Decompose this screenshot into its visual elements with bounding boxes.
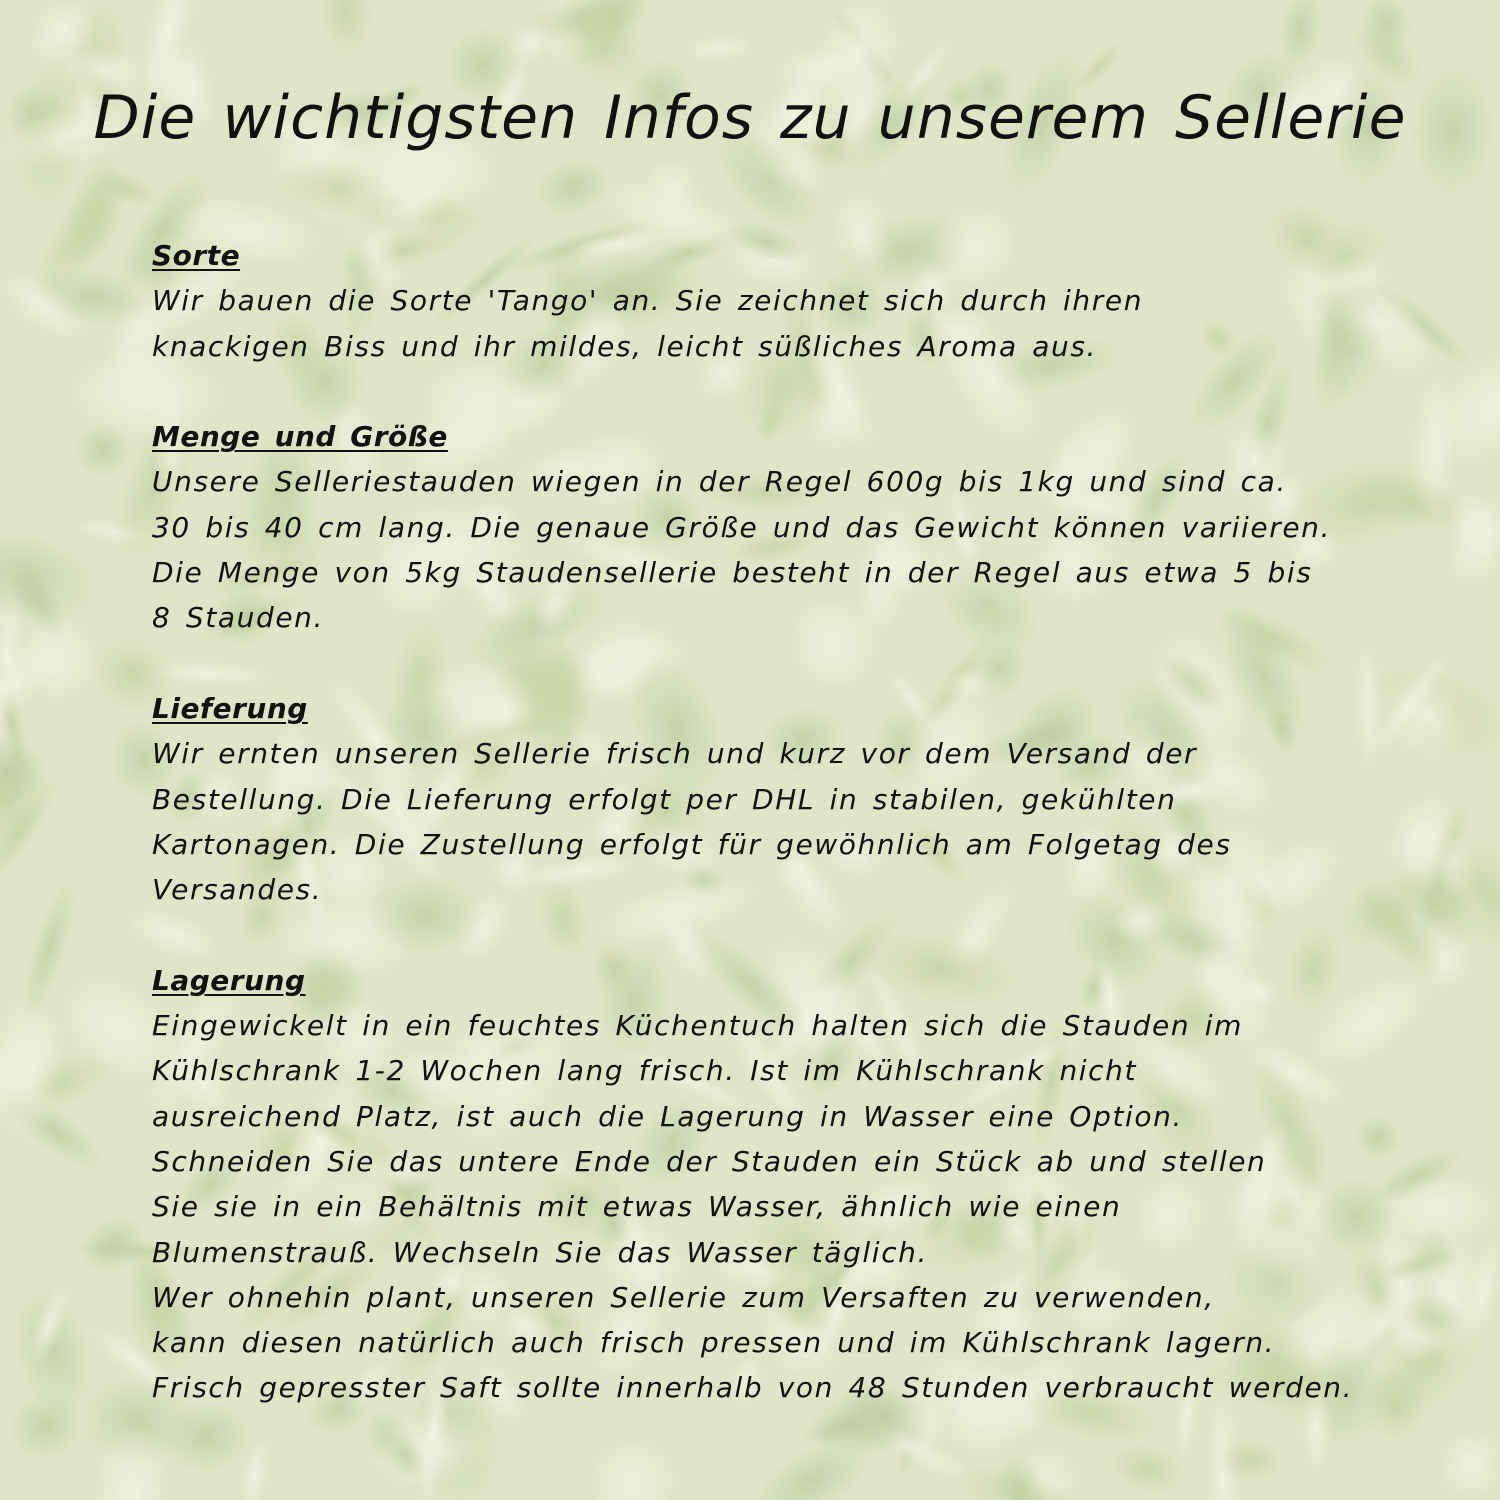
paragraph-line: Frisch gepresster Saft sollte innerhalb von 48 Stunden verbraucht werden. <box>152 1371 1354 1405</box>
paragraph-line: 8 Stauden. <box>152 601 325 635</box>
section-lieferung <box>152 686 1432 912</box>
paragraph-line: Die Menge von 5kg Staudensellerie besteht in der Regel aus etwa 5 bis <box>152 556 1313 590</box>
section-sorte <box>152 233 1432 369</box>
paragraph-line: Eingewickelt in ein feuchtes Küchentuch halten sich die Stauden im <box>152 1009 1243 1043</box>
paragraph-line: kann diesen natürlich auch frisch pressen und im Kühlschrank lagern. <box>152 1326 1276 1360</box>
paragraph-line: Kartonagen. Die Zustellung erfolgt für gewöhnlich am Folgetag des <box>152 827 1232 861</box>
section-heading-lieferung: Lieferung <box>152 691 308 725</box>
section-menge-und-groesse <box>152 414 1432 640</box>
paragraph-line: ausreichend Platz, ist auch die Lagerung in Wasser eine Option. <box>152 1099 1183 1133</box>
paragraph-line: Schneiden Sie das untere Ende der Stauden ein Stück ab und stellen <box>152 1144 1267 1178</box>
paragraph-line: Wir ernten unseren Sellerie frisch und kurz vor dem Versand der <box>152 737 1198 771</box>
info-content <box>152 233 1432 1456</box>
paragraph-line: Blumenstrauß. Wechseln Sie das Wasser täglich. <box>152 1235 929 1269</box>
paragraph-line: knackigen Biss und ihr mildes, leicht süßliches Aroma aus. <box>152 329 1098 363</box>
paragraph-line: Wer ohnehin plant, unseren Sellerie zum Versaften zu verwenden, <box>152 1280 1215 1314</box>
paragraph-line: Kühlschrank 1-2 Wochen lang frisch. Ist im Kühlschrank nicht <box>152 1054 1138 1088</box>
paragraph-line: Bestellung. Die Lieferung erfolgt per DHL in stabilen, gekühlten <box>152 782 1177 816</box>
section-heading-menge-und-groesse: Menge und Größe <box>152 420 448 454</box>
paragraph-line: Versandes. <box>152 873 323 907</box>
paragraph-line: Unsere Selleriestauden wiegen in der Regel 600g bis 1kg und sind ca. <box>152 465 1287 499</box>
paragraph-line: Wir bauen die Sorte 'Tango' an. Sie zeichnet sich durch ihren <box>152 284 1144 318</box>
paragraph-line: 30 bis 40 cm lang. Die genaue Größe und das Gewicht können variieren. <box>152 510 1332 544</box>
section-lagerung <box>152 958 1432 1411</box>
paragraph-line: Sie sie in ein Behältnis mit etwas Wasser, ähnlich wie einen <box>152 1190 1122 1224</box>
section-heading-sorte: Sorte <box>152 239 241 272</box>
page-title: Die wichtigsten Infos zu unserem Sellerie <box>93 83 1407 153</box>
section-heading-lagerung: Lagerung <box>152 963 306 997</box>
